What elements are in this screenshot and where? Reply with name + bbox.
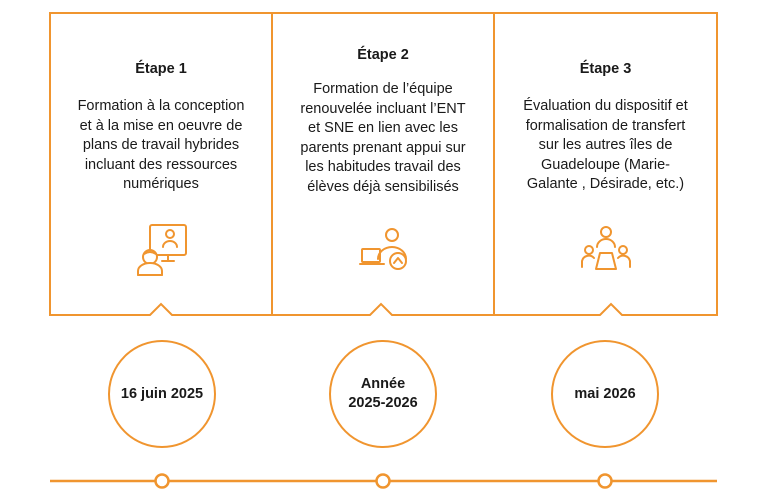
- step-card-2: [272, 13, 494, 315]
- step-2-line: Formation de l’équipe: [313, 81, 453, 97]
- step-3-line: Guadeloupe (Marie-: [541, 156, 670, 173]
- step-3-line: formalisation de transfert: [525, 117, 686, 134]
- step-2-title: Étape 2: [357, 47, 409, 63]
- step-3-line: Galante , Désirade, etc.): [526, 176, 685, 192]
- milestone-date-1: [108, 340, 216, 448]
- step-1-line: plans de travail hybrides: [82, 137, 240, 153]
- step-1-line: et à la mise en oeuvre de: [79, 117, 243, 134]
- step-2-line: élèves déjà sensibilisés: [307, 178, 459, 195]
- milestone-1-label: 16 juin 2025: [120, 385, 204, 402]
- step-2-line: parents prenant appui sur: [300, 139, 466, 156]
- timeline-dot-3: [599, 475, 612, 488]
- step-1-title: Étape 1: [135, 61, 187, 77]
- teacher-screen-icon: [136, 223, 188, 277]
- step-1-line: incluant des ressources: [84, 156, 238, 173]
- step-3-line: sur les autres îles de: [538, 137, 673, 153]
- timeline-dot-1: [156, 475, 169, 488]
- timeline-dot-2: [377, 475, 390, 488]
- milestone-date-2: [329, 340, 437, 448]
- milestone-2-label: 2025-2026: [348, 395, 418, 411]
- step-3-title: Étape 3: [579, 61, 632, 77]
- step-card-1: [50, 13, 272, 315]
- step-2-line: les habitudes travail des: [305, 159, 461, 175]
- step-3-line: Évaluation du dispositif et: [523, 98, 688, 114]
- milestone-2-label: Année: [360, 376, 406, 392]
- step-2-line: et SNE en lien avec les: [308, 120, 458, 136]
- step-1-line: Formation à la conception: [77, 98, 245, 114]
- milestone-date-3: [551, 340, 659, 448]
- milestone-3-label: mai 2026: [574, 385, 636, 402]
- step-1-line: numériques: [123, 176, 199, 192]
- step-1-description: [62, 97, 260, 195]
- step-3-description: [506, 97, 705, 195]
- step-card-3: [494, 13, 717, 315]
- step-2-line: renouvelée incluant l’ENT: [300, 100, 466, 117]
- step-2-description: [284, 80, 482, 197]
- meeting-table-icon: [580, 225, 632, 275]
- person-laptop-icon: [358, 227, 412, 275]
